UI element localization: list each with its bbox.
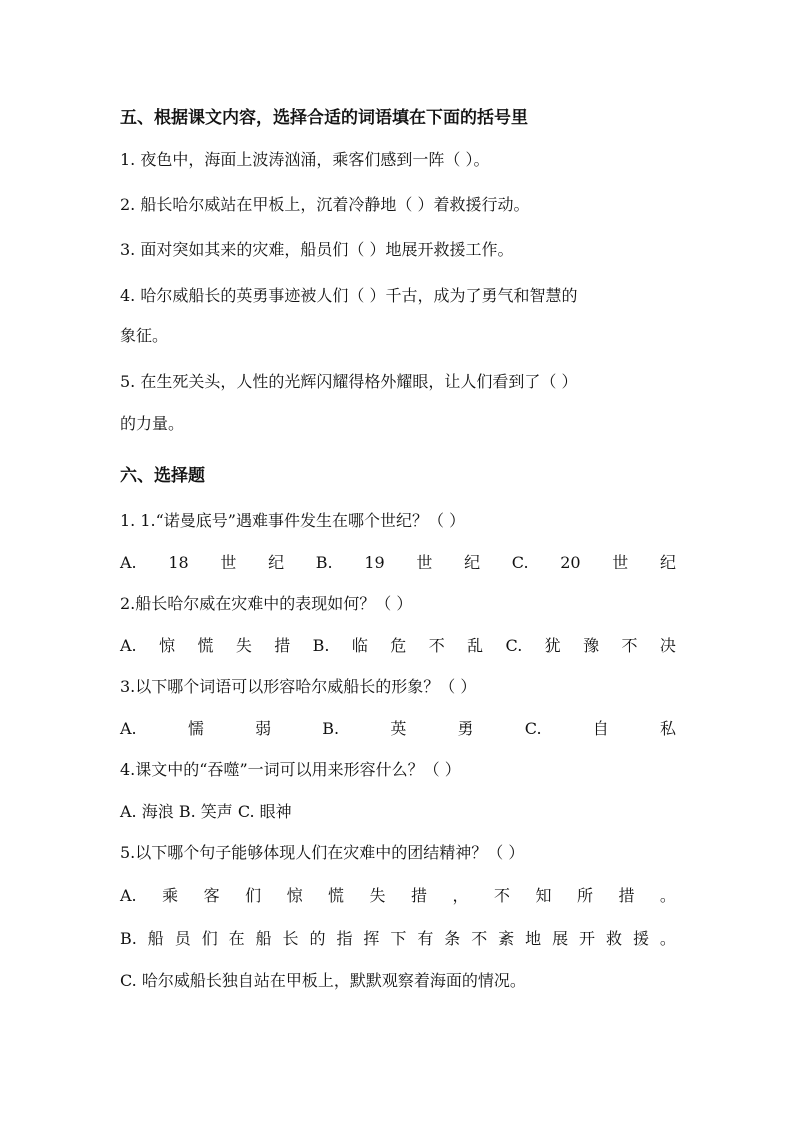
- option-token: 慌: [328, 886, 345, 905]
- option-token: 失: [235, 636, 252, 655]
- option-token: 。: [659, 929, 676, 948]
- option-token: 纪: [268, 553, 285, 572]
- question-3: 3.以下哪个词语可以形容哈尔威船长的形象？（ ）: [120, 677, 477, 696]
- option-token: 不: [621, 636, 638, 655]
- option-token: 条: [444, 929, 461, 948]
- option-token: 船: [147, 929, 164, 948]
- option-token: 犹: [544, 636, 561, 655]
- option-token: 挥: [363, 929, 380, 948]
- option-token: 决: [659, 636, 676, 655]
- option-token: 弱: [255, 719, 272, 738]
- option-token: 展: [552, 929, 569, 948]
- option-token: 英: [390, 719, 407, 738]
- question-4: 4.课文中的“吞噬”一词可以用来形容什么？（ ）: [120, 760, 461, 779]
- option-token: 18: [168, 553, 189, 572]
- section-5-title: 五、根据课文内容，选择合适的词语填在下面的括号里: [120, 108, 528, 128]
- option-token: 懦: [187, 719, 204, 738]
- option-token: 不: [471, 929, 488, 948]
- option-token: 惊: [159, 636, 176, 655]
- option-token: 乱: [467, 636, 484, 655]
- option-token: 客: [203, 886, 220, 905]
- option-token: 在: [228, 929, 245, 948]
- option-token: 惊: [286, 886, 303, 905]
- option-token: A.: [120, 636, 137, 655]
- option-token: 19: [364, 553, 385, 572]
- option-token: A.: [120, 553, 137, 572]
- option-token: 所: [576, 886, 593, 905]
- option-token: 船: [255, 929, 272, 948]
- option-token: C.: [511, 553, 529, 572]
- option-token: 的: [309, 929, 326, 948]
- section-5-item-1: 1. 夜色中，海面上波涛汹涌，乘客们感到一阵（ ）。: [120, 150, 490, 169]
- option-token: 危: [390, 636, 407, 655]
- question-5-option-a: [120, 886, 676, 906]
- option-token: 20: [560, 553, 581, 572]
- option-token: 乘: [162, 886, 179, 905]
- option-token: 开: [579, 929, 596, 948]
- option-token: B.: [312, 636, 330, 655]
- option-token: 失: [369, 886, 386, 905]
- option-token: 世: [416, 553, 433, 572]
- question-5: 5.以下哪个句子能够体现人们在灾难中的团结精神？（ ）: [120, 843, 525, 862]
- option-token: 私: [659, 719, 676, 738]
- option-token: 下: [390, 929, 407, 948]
- option-token: 们: [245, 886, 262, 905]
- question-1-options: [120, 553, 676, 573]
- option-token: 们: [201, 929, 218, 948]
- question-4-options: A. 海浪 B. 笑声 C. 眼神: [120, 802, 292, 821]
- section-5-item-2: 2. 船长哈尔威站在甲板上，沉着冷静地（ ）着救援行动。: [120, 195, 530, 214]
- option-token: 知: [535, 886, 552, 905]
- option-token: 紊: [498, 929, 515, 948]
- option-token: 勇: [457, 719, 474, 738]
- option-token: 援: [632, 929, 649, 948]
- option-token: 慌: [197, 636, 214, 655]
- option-token: B.: [322, 719, 340, 738]
- question-5-option-b: [120, 929, 676, 949]
- question-2-options: [120, 636, 676, 656]
- option-token: 。: [659, 886, 676, 905]
- option-token: 世: [220, 553, 237, 572]
- section-5-item-5-cont: 的力量。: [120, 414, 185, 433]
- option-token: 豫: [583, 636, 600, 655]
- option-token: 指: [336, 929, 353, 948]
- option-token: 纪: [659, 553, 676, 572]
- option-token: A.: [120, 719, 137, 738]
- section-5-item-4: 4. 哈尔威船长的英勇事迹被人们（ ）千古，成为了勇气和智慧的: [120, 286, 578, 305]
- option-token: 员: [174, 929, 191, 948]
- option-token: 纪: [464, 553, 481, 572]
- option-token: B.: [315, 553, 333, 572]
- option-token: 长: [282, 929, 299, 948]
- question-3-options: [120, 719, 676, 739]
- option-token: ，: [452, 886, 469, 905]
- option-token: 不: [493, 886, 510, 905]
- question-2: 2.船长哈尔威在灾难中的表现如何？（ ）: [120, 594, 413, 613]
- question-1: 1. 1.“诺曼底号”遇难事件发生在哪个世纪？（ ）: [120, 511, 466, 530]
- option-token: C.: [524, 719, 542, 738]
- option-token: 措: [274, 636, 291, 655]
- section-5-item-3: 3. 面对突如其来的灾难，船员们（ ）地展开救援工作。: [120, 240, 514, 259]
- question-5-option-c: C. 哈尔威船长独自站在甲板上，默默观察着海面的情况。: [120, 971, 526, 990]
- option-token: 救: [605, 929, 622, 948]
- option-token: A.: [120, 886, 137, 905]
- section-5-item-4-cont: 象征。: [120, 326, 169, 345]
- section-6-title: 六、选择题: [120, 466, 205, 486]
- section-5-item-5: 5. 在生死关头，人性的光辉闪耀得格外耀眼，让人们看到了（ ）: [120, 372, 578, 391]
- option-token: B.: [120, 929, 137, 948]
- option-token: C.: [505, 636, 523, 655]
- option-token: 地: [525, 929, 542, 948]
- option-token: 临: [351, 636, 368, 655]
- option-token: 不: [428, 636, 445, 655]
- option-token: 自: [592, 719, 609, 738]
- option-token: 措: [618, 886, 635, 905]
- option-token: 有: [417, 929, 434, 948]
- option-token: 世: [612, 553, 629, 572]
- option-token: 措: [411, 886, 428, 905]
